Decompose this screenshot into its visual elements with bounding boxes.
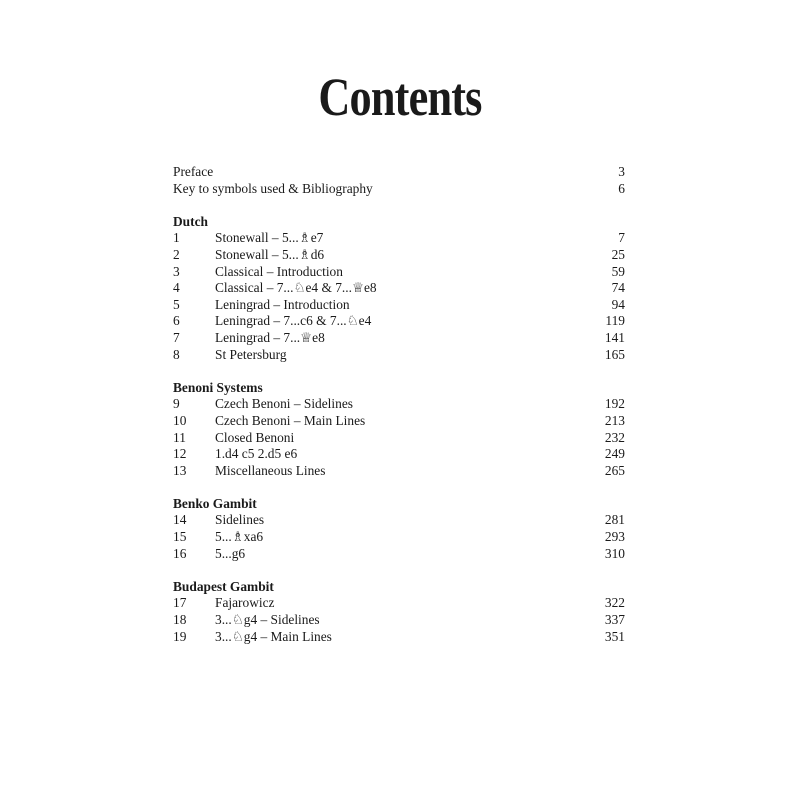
chapter-title: 1.d4 c5 2.d5 e6: [215, 446, 298, 462]
chapter-number: 14: [173, 512, 187, 528]
toc-entry-label: Key to symbols used & Bibliography: [173, 180, 373, 196]
section-heading: Benoni Systems: [173, 379, 263, 395]
chapter-number: 11: [173, 429, 186, 445]
chapter-title: Czech Benoni – Main Lines: [215, 412, 366, 428]
chapter-row: [173, 230, 625, 247]
chapter-number: 19: [173, 628, 187, 644]
chapter-page-number: 25: [611, 246, 625, 262]
chapter-row: [173, 297, 625, 314]
chapter-title: 3...♘g4 – Main Lines: [215, 628, 332, 644]
chapter-title: 5...♗xa6: [215, 529, 264, 545]
chapter-row: [173, 264, 625, 281]
chapter-number: 16: [173, 545, 187, 561]
chapter-number: 1: [173, 230, 180, 246]
chapter-row: [173, 413, 625, 430]
chapter-page-number: 310: [604, 545, 625, 561]
chapter-page-number: 7: [618, 230, 625, 246]
chapter-number: 18: [173, 612, 187, 628]
chapter-number: 4: [173, 280, 180, 296]
chapter-title: Leningrad – Introduction: [215, 296, 350, 312]
chapter-page-number: 74: [611, 280, 625, 296]
section-heading: Budapest Gambit: [173, 578, 274, 594]
chapter-page-number: 192: [604, 396, 625, 412]
chapter-row: [173, 396, 625, 413]
chapter-page-number: 293: [604, 529, 625, 545]
toc-entry-key-to-symbols: [173, 181, 625, 198]
chapter-title: Closed Benoni: [215, 429, 295, 445]
chapter-row: [173, 347, 625, 364]
chapter-number: 17: [173, 595, 187, 611]
chapter-page-number: 249: [604, 446, 625, 462]
toc-entry-page: 6: [618, 180, 625, 196]
chapter-number: 8: [173, 346, 180, 362]
chapter-row: [173, 330, 625, 347]
chapter-title: Leningrad – 7...♕e8: [215, 329, 325, 345]
chapter-number: 9: [173, 396, 180, 412]
chapter-title: Czech Benoni – Sidelines: [215, 396, 353, 412]
toc-entry-preface: [173, 164, 625, 181]
chapter-row: [173, 446, 625, 463]
chapter-row: [173, 629, 625, 646]
chapter-row: [173, 430, 625, 447]
chapter-title: Stonewall – 5...♗e7: [215, 230, 324, 246]
chapter-row: [173, 313, 625, 330]
chapter-row: [173, 512, 625, 529]
chapter-title: Fajarowicz: [215, 595, 275, 611]
chapter-number: 5: [173, 296, 180, 312]
chapter-row: [173, 595, 625, 612]
chapter-page-number: 351: [604, 628, 625, 644]
chapter-row: [173, 546, 625, 563]
chapter-title: Classical – Introduction: [215, 263, 343, 279]
chapter-page-number: 265: [604, 462, 625, 478]
page-title: Contents: [318, 67, 482, 127]
chapter-title: Leningrad – 7...c6 & 7...♘e4: [215, 313, 372, 329]
chapter-page-number: 337: [604, 612, 625, 628]
chapter-page-number: 281: [604, 512, 625, 528]
chapter-page-number: 94: [611, 296, 625, 312]
toc-sections: [173, 214, 625, 645]
chapter-page-number: 322: [604, 595, 625, 611]
chapter-number: 6: [173, 313, 180, 329]
chapter-title: 3...♘g4 – Sidelines: [215, 612, 320, 628]
chapter-number: 10: [173, 412, 187, 428]
chapter-title: 5...g6: [215, 545, 246, 561]
chapter-number: 3: [173, 263, 180, 279]
chapter-title: St Petersburg: [215, 346, 287, 362]
chapter-number: 15: [173, 529, 187, 545]
chapter-page-number: 141: [604, 329, 625, 345]
chapter-page-number: 232: [604, 429, 625, 445]
chapter-number: 13: [173, 462, 187, 478]
chapter-row: [173, 612, 625, 629]
chapter-title: Sidelines: [215, 512, 265, 528]
chapter-row: [173, 463, 625, 480]
section-heading: Benko Gambit: [173, 495, 257, 511]
chapter-page-number: 165: [604, 346, 625, 362]
chapter-row: [173, 247, 625, 264]
toc-entry-label: Preface: [173, 164, 214, 179]
chapter-number: 2: [173, 246, 180, 262]
chapter-page-number: 119: [605, 313, 625, 329]
chapter-title: Stonewall – 5...♗d6: [215, 246, 325, 262]
chapter-page-number: 213: [604, 412, 625, 428]
table-of-contents: [173, 164, 625, 645]
chapter-row: [173, 280, 625, 297]
section-heading: Dutch: [173, 213, 208, 229]
chapter-title: Miscellaneous Lines: [215, 462, 326, 478]
chapter-number: 7: [173, 329, 180, 345]
chapter-page-number: 59: [611, 263, 625, 279]
chapter-title: Classical – 7...♘e4 & 7...♕e8: [215, 280, 377, 296]
toc-entry-page: 3: [618, 164, 625, 179]
chapter-number: 12: [173, 446, 187, 462]
chapter-row: [173, 529, 625, 546]
